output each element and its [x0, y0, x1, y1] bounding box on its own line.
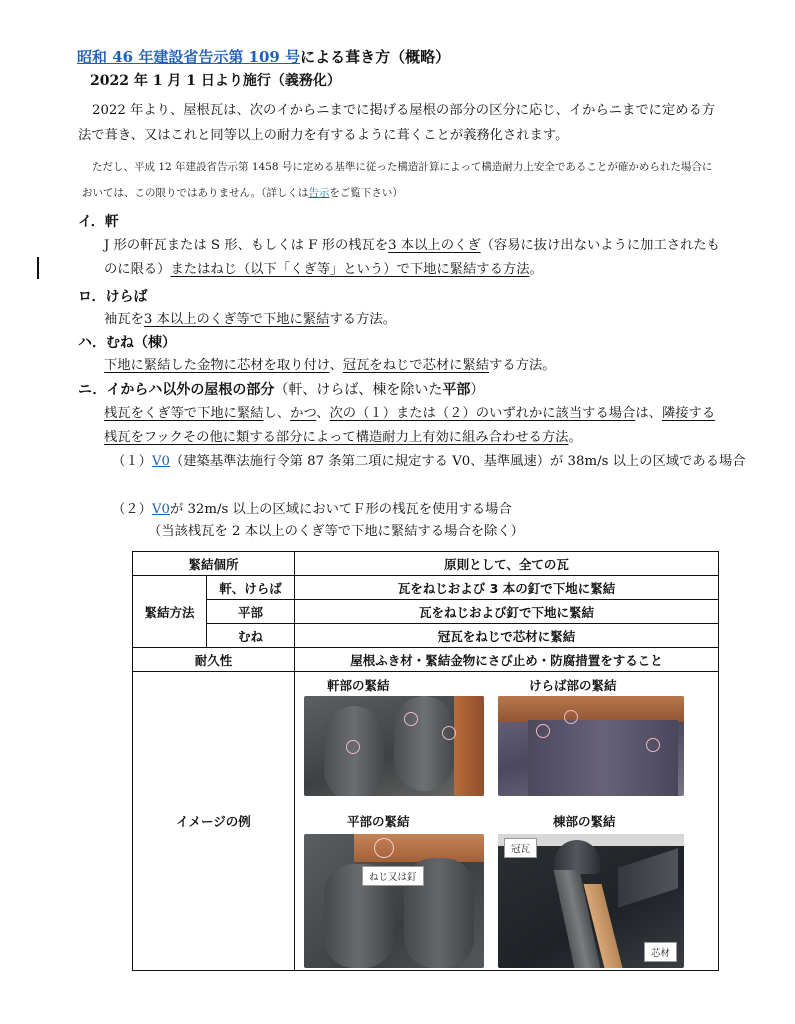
table-row [133, 648, 719, 672]
note-paragraph: ただし、平成 12 年建設省告示第 1458 号に定める基準に従った構造計算によって構造耐力上安全であることが確かめられた場合においては、この限りではありません。（詳しくは告示をご覧下さい） [82, 161, 713, 199]
fastening-table [132, 551, 719, 971]
table-row [133, 600, 719, 624]
table-row [133, 552, 719, 576]
image-caption: 軒部の緊結 [327, 678, 390, 693]
image-caption: けらば部の緊結 [529, 678, 617, 693]
table-value-cell: 屋根ふき材・緊結金物にさび止め・防腐措置をすること [295, 648, 719, 672]
table-value-cell: 冠瓦をねじで芯材に緊結 [295, 624, 719, 648]
section-ro-heading: ロ．けらば [78, 289, 148, 305]
table-header-cell: 平部 [207, 600, 295, 624]
section-ni-body: 桟瓦をくぎ等で下地に緊結し、かつ、次の（１）または（２）のいずれかに該当する場合は、隣接する桟瓦をフックその他に類する部分によって構造耐力上有効に組み合わせる方法。 [104, 406, 716, 445]
intro-paragraph: 2022 年より、屋根瓦は、次のイからニまでに掲げる屋根の部分の区分に応じ、イからニまでに定める方法で葺き、又はこれと同等以上の耐力を有するように葺くことが義務化されます。 [78, 103, 716, 143]
table-header-cell: イメージの例 [133, 672, 295, 971]
photo-eaves [304, 696, 484, 796]
text-cursor [37, 257, 39, 279]
photo-flat-part: ねじ又は釘 [304, 834, 484, 968]
notice-detail-link[interactable]: 告示 [308, 187, 330, 199]
page-title: 昭和 46 年建設省告示第 109 号による葺き方（概略） [77, 48, 451, 66]
notice-link[interactable]: 昭和 46 年建設省告示第 109 号 [77, 48, 301, 66]
table-header-cell: 緊結個所 [133, 552, 295, 576]
section-ha-heading: ハ．むね（棟） [78, 335, 176, 351]
table-row [133, 624, 719, 648]
condition-1: （１）V0（建築基準法施行令第 87 条第二項に規定する V0、基準風速）が 38m/s 以上の区域である場合 [112, 454, 746, 469]
image-caption: 棟部の緊結 [553, 814, 616, 829]
table-value-cell: 瓦をねじおよび 3 本の釘で下地に緊結 [295, 576, 719, 600]
table-header-cell: 耐久性 [133, 648, 295, 672]
table-header-cell: 軒、けらば [207, 576, 295, 600]
section-ni-heading: ニ．イからハ以外の屋根の部分（軒、けらば、棟を除いた平部） [78, 382, 485, 398]
condition-2: （２）V0が 32m/s 以上の区域においてＦ形の桟瓦を使用する場合 [112, 502, 512, 517]
section-i-heading: イ．軒 [78, 214, 119, 230]
table-row [133, 672, 719, 971]
image-examples-cell [295, 672, 719, 971]
v0-link-1[interactable]: V0 [151, 454, 170, 469]
image-caption: 平部の緊結 [347, 814, 410, 829]
photo-verge [498, 696, 684, 796]
section-ro-body: 袖瓦を3 本以上のくぎ等で下地に緊結する方法。 [104, 312, 396, 327]
photo-ridge: 冠瓦 芯材 [498, 834, 684, 968]
v0-link-2[interactable]: V0 [151, 502, 170, 517]
section-ha-body: 下地に緊結した金物に芯材を取り付け、冠瓦をねじで芯材に緊結する方法。 [104, 358, 556, 373]
table-header-cell: むね [207, 624, 295, 648]
method-cell: 緊結方法 [133, 576, 207, 648]
table-value-cell: 瓦をねじおよび釘で下地に緊結 [295, 600, 719, 624]
condition-2-exception: （当該桟瓦を 2 本以上のくぎ等で下地に緊結する場合を除く） [148, 524, 524, 539]
section-i-body: J 形の軒瓦または S 形、もしくは F 形の桟瓦を3 本以上のくぎ（容易に抜け出ないように加工されたものに限る）またはねじ（以下「くぎ等」という）で下地に緊結する方法。 [104, 238, 720, 277]
table-value-cell: 原則として、全ての瓦 [295, 552, 719, 576]
subtitle: 2022 年 1 月 1 日より施行（義務化） [90, 73, 341, 89]
table-row [133, 576, 719, 600]
